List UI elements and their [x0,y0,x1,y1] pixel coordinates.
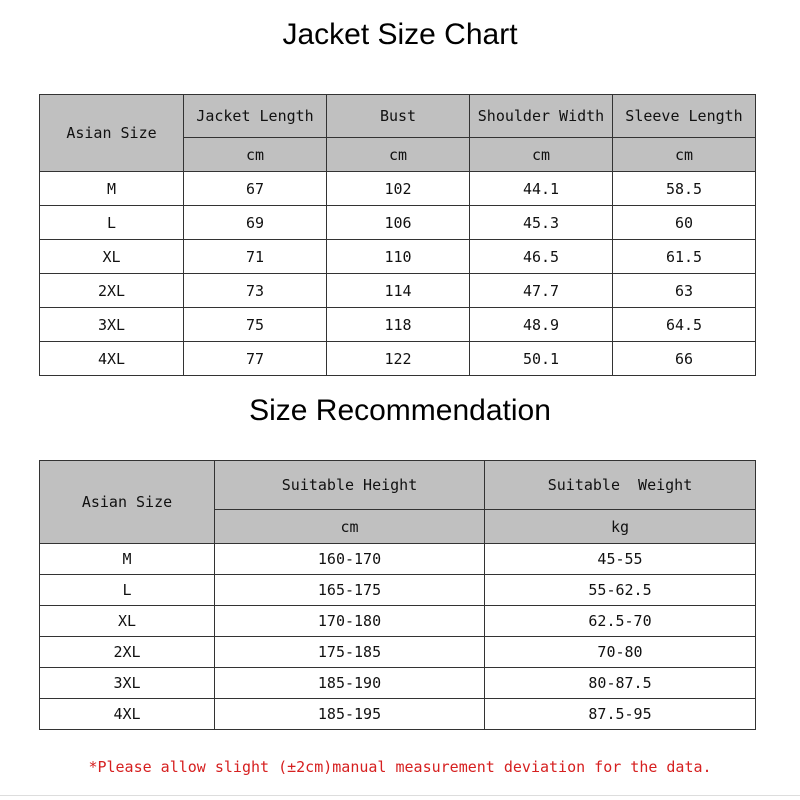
table-cell: 55-62.5 [485,575,756,606]
unit-label: cm [215,510,485,544]
table-cell: 77 [184,342,327,376]
table-cell: 71 [184,240,327,274]
size-cell: 4XL [40,342,184,376]
unit-label: cm [327,138,470,172]
table-cell: 69 [184,206,327,240]
table-cell: 47.7 [470,274,613,308]
size-cell: M [40,544,215,575]
table-cell: 63 [613,274,756,308]
table-cell: 61.5 [613,240,756,274]
table-row [40,240,756,274]
table-cell: 118 [327,308,470,342]
table-cell: 122 [327,342,470,376]
table-cell: 45.3 [470,206,613,240]
table-cell: 50.1 [470,342,613,376]
table-cell: 175-185 [215,637,485,668]
table-cell: 62.5-70 [485,606,756,637]
asian-size-header: Asian Size [40,461,215,544]
table-cell: 66 [613,342,756,376]
table-row [40,699,756,730]
unit-label: cm [613,138,756,172]
table-cell: 70-80 [485,637,756,668]
table-row [40,575,756,606]
jacket-size-table [39,94,756,376]
table-cell: 165-175 [215,575,485,606]
table-row [40,206,756,240]
table-row [40,544,756,575]
column-header: Suitable Weight [485,461,756,510]
size-cell: 3XL [40,308,184,342]
column-header: Sleeve Length [613,95,756,138]
size-cell: 2XL [40,637,215,668]
size-cell: 4XL [40,699,215,730]
jacket-size-chart-title: Jacket Size Chart [282,18,518,51]
size-cell: M [40,172,184,206]
column-header: Suitable Height [215,461,485,510]
unit-label: kg [485,510,756,544]
column-header: Jacket Length [184,95,327,138]
table-row [40,342,756,376]
table-cell: 58.5 [613,172,756,206]
table-cell: 110 [327,240,470,274]
bottom-divider [0,795,800,796]
column-header: Bust [327,95,470,138]
table-cell: 48.9 [470,308,613,342]
table-row [40,172,756,206]
table-cell: 64.5 [613,308,756,342]
size-cell: 2XL [40,274,184,308]
measurement-deviation-note: *Please allow slight (±2cm)manual measurement deviation for the data. [88,758,712,776]
table-cell: 160-170 [215,544,485,575]
table-cell: 44.1 [470,172,613,206]
table-cell: 46.5 [470,240,613,274]
table-row [40,274,756,308]
table-row [40,606,756,637]
table-cell: 114 [327,274,470,308]
size-recommendation-title: Size Recommendation [249,394,551,427]
size-cell: L [40,206,184,240]
unit-label: cm [470,138,613,172]
unit-label: cm [184,138,327,172]
table-cell: 75 [184,308,327,342]
table-cell: 185-195 [215,699,485,730]
table-cell: 87.5-95 [485,699,756,730]
table-row [40,668,756,699]
table-cell: 185-190 [215,668,485,699]
size-cell: 3XL [40,668,215,699]
size-cell: L [40,575,215,606]
table-row [40,308,756,342]
table-cell: 102 [327,172,470,206]
size-recommendation-table [39,460,756,730]
asian-size-header: Asian Size [40,95,184,172]
size-cell: XL [40,606,215,637]
column-header: Shoulder Width [470,95,613,138]
table-row [40,637,756,668]
table-cell: 170-180 [215,606,485,637]
table-cell: 73 [184,274,327,308]
table-cell: 60 [613,206,756,240]
size-cell: XL [40,240,184,274]
table-cell: 45-55 [485,544,756,575]
table-cell: 106 [327,206,470,240]
table-cell: 80-87.5 [485,668,756,699]
table-cell: 67 [184,172,327,206]
